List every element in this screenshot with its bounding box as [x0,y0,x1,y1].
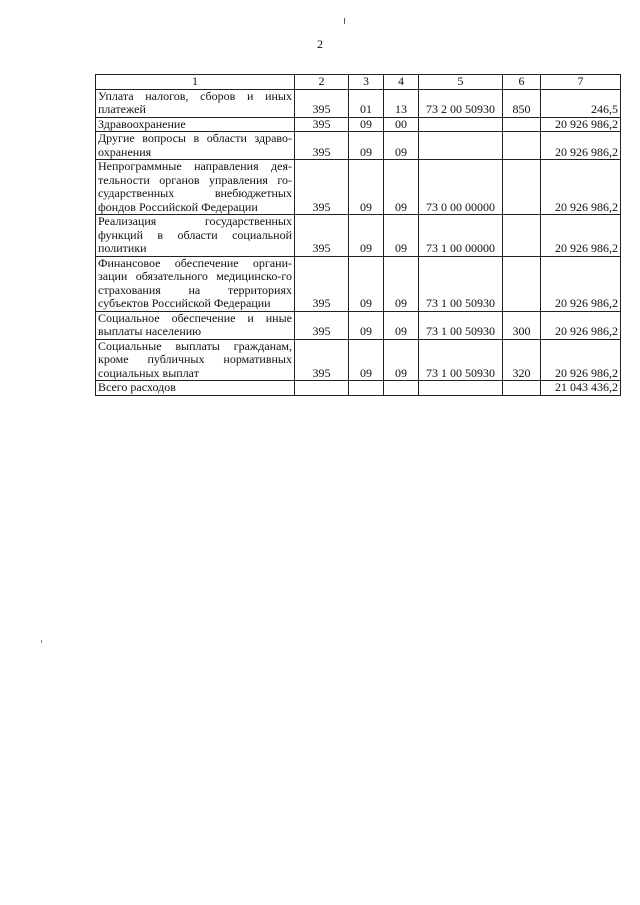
column-header: 2 [295,75,349,90]
row-code-target [419,117,503,132]
scan-mark [41,640,42,643]
row-code-admin: 395 [295,132,349,160]
row-code-expense-type [503,256,541,311]
row-code-admin: 395 [295,160,349,215]
column-header: 4 [384,75,419,90]
row-amount: 246,5 [541,89,621,117]
row-amount: 20 926 986,2 [541,215,621,257]
row-code-section: 09 [349,215,384,257]
budget-table [95,74,621,396]
row-code-expense-type: 850 [503,89,541,117]
page-number: 2 [317,37,323,51]
table-row [96,132,621,160]
table-row [96,339,621,381]
row-amount: 20 926 986,2 [541,339,621,381]
row-code-subsection: 00 [384,117,419,132]
row-code-target: 73 2 00 50930 [419,89,503,117]
total-label: Всего расходов [96,381,295,396]
row-code-target: 73 1 00 00000 [419,215,503,257]
row-code-section: 09 [349,311,384,339]
row-code-admin: 395 [295,117,349,132]
table-row [96,256,621,311]
row-amount: 20 926 986,2 [541,117,621,132]
row-name: Здравоохранение [96,117,295,132]
row-name: Непрограммные направления дея-тельности органов управления го-сударственных внебюджетных фондов Российской Федерации [96,160,295,215]
scan-mark [344,18,345,24]
row-name: Уплата налогов, сборов и иных платежей [96,89,295,117]
empty-cell [384,381,419,396]
row-amount: 20 926 986,2 [541,132,621,160]
row-code-section: 09 [349,256,384,311]
row-code-target: 73 0 00 00000 [419,160,503,215]
row-code-subsection: 09 [384,339,419,381]
table-header-row [96,75,621,90]
row-code-section: 09 [349,132,384,160]
column-header: 6 [503,75,541,90]
table-row [96,160,621,215]
row-code-subsection: 09 [384,256,419,311]
row-code-target: 73 1 00 50930 [419,311,503,339]
table-row [96,89,621,117]
table-row [96,117,621,132]
row-code-expense-type [503,215,541,257]
row-code-target: 73 1 00 50930 [419,256,503,311]
row-code-subsection: 13 [384,89,419,117]
empty-cell [419,381,503,396]
row-code-subsection: 09 [384,215,419,257]
table-row [96,215,621,257]
row-code-section: 09 [349,160,384,215]
row-amount: 20 926 986,2 [541,256,621,311]
row-code-expense-type [503,132,541,160]
total-row [96,381,621,396]
row-code-expense-type [503,117,541,132]
table-row [96,311,621,339]
row-code-target [419,132,503,160]
row-code-subsection: 09 [384,311,419,339]
row-name: Реализация государственных функций в области социальной политики [96,215,295,257]
row-code-expense-type [503,160,541,215]
total-amount: 21 043 436,2 [541,381,621,396]
row-code-target: 73 1 00 50930 [419,339,503,381]
row-code-admin: 395 [295,311,349,339]
column-header: 1 [96,75,295,90]
row-code-admin: 395 [295,339,349,381]
row-code-section: 09 [349,339,384,381]
row-name: Социальные выплаты гражданам, кроме публичных нормативных социальных выплат [96,339,295,381]
row-name: Социальное обеспечение и иные выплаты населению [96,311,295,339]
row-code-section: 09 [349,117,384,132]
row-code-admin: 395 [295,215,349,257]
row-name: Другие вопросы в области здраво-охранения [96,132,295,160]
row-name: Финансовое обеспечение органи-зации обязательного медицинско-го страхования на территориях субъектов Российской Федерации [96,256,295,311]
row-code-admin: 395 [295,256,349,311]
row-amount: 20 926 986,2 [541,311,621,339]
column-header: 3 [349,75,384,90]
row-amount: 20 926 986,2 [541,160,621,215]
column-header: 7 [541,75,621,90]
row-code-admin: 395 [295,89,349,117]
row-code-expense-type: 320 [503,339,541,381]
empty-cell [503,381,541,396]
row-code-subsection: 09 [384,132,419,160]
column-header: 5 [419,75,503,90]
row-code-expense-type: 300 [503,311,541,339]
row-code-section: 01 [349,89,384,117]
row-code-subsection: 09 [384,160,419,215]
empty-cell [295,381,349,396]
empty-cell [349,381,384,396]
